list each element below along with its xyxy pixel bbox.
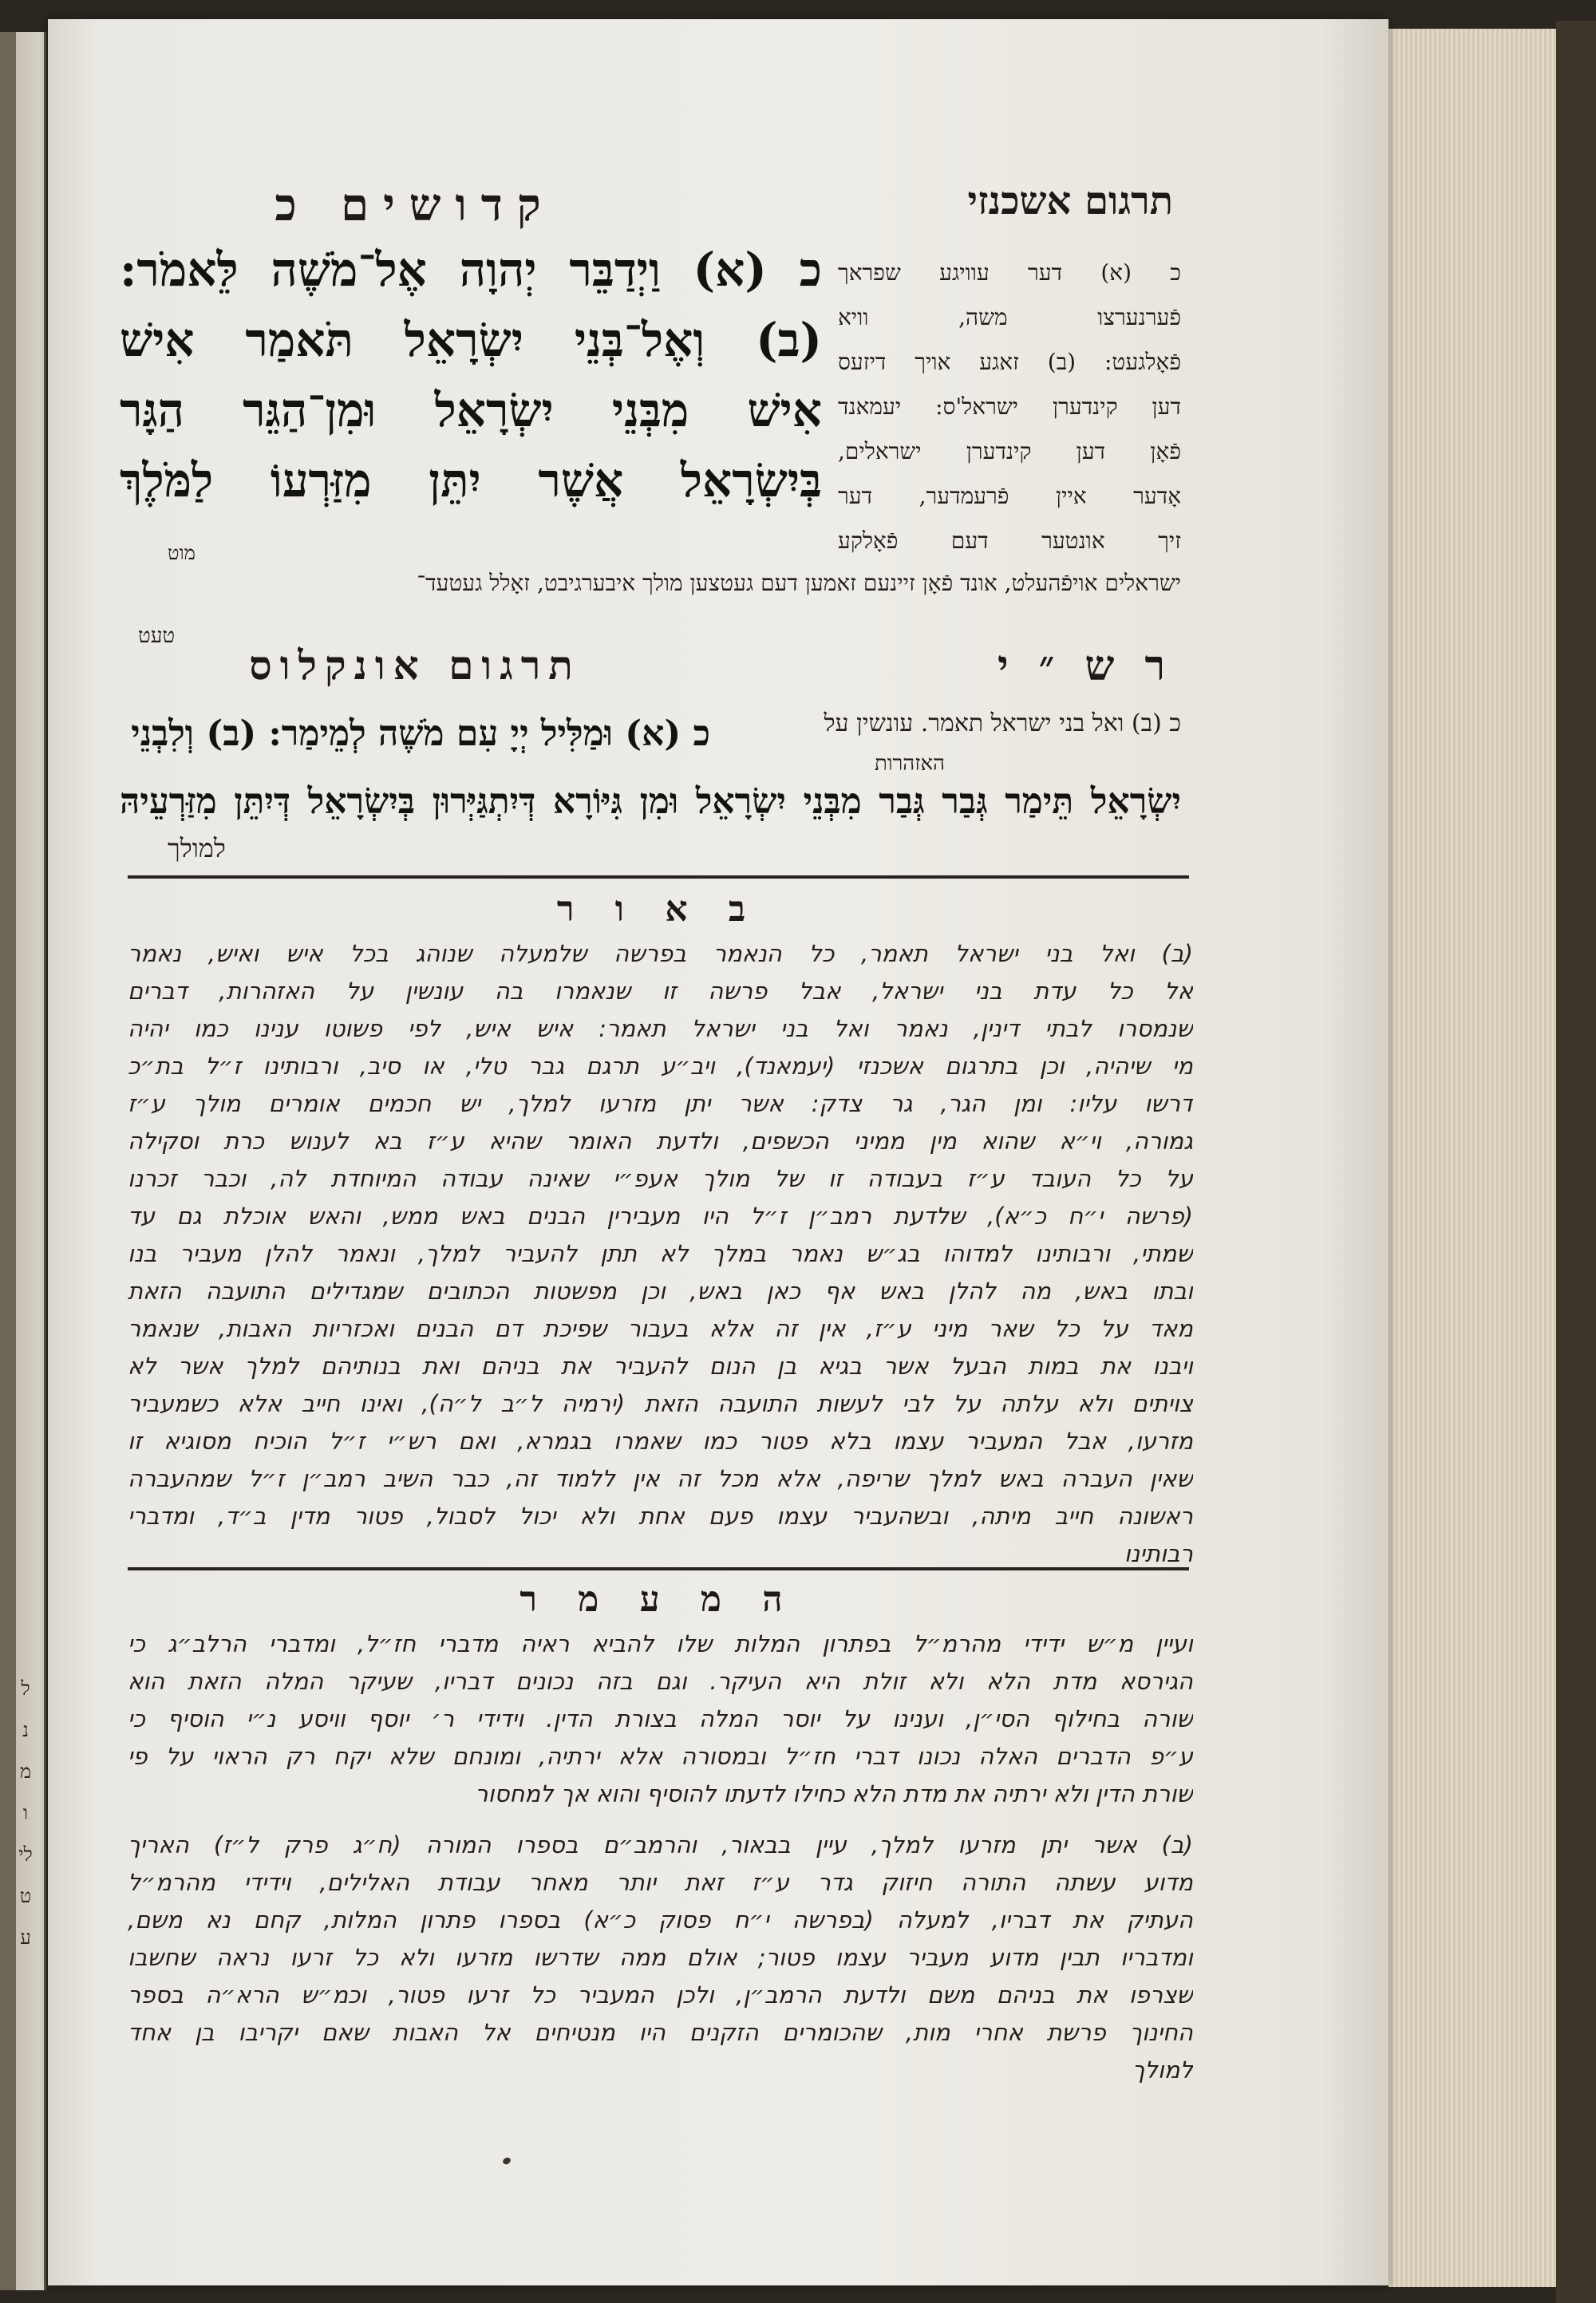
translation-line: זיך אונטער דעם פֿאָלקע (838, 527, 1181, 554)
onkelos-line-end: למולך (168, 833, 226, 863)
sliver-letter: ט (19, 1885, 32, 1907)
hameamer-title: ה מ ע מ ר (519, 1579, 797, 1620)
sliver-letter: נ (22, 1719, 29, 1741)
translation-line: אָדער איין פֿרעמדער, דער (838, 483, 1181, 509)
paragraph-line: שצרפו את בניהם משם ולדעת הרמב״ן, ולכן המעביר כל זרעו פטור, וכמ״ש הרא״ה בספר (128, 1981, 1193, 2009)
paragraph-line: על כל העובד ע״ז בעבודה זו של מולך אעפ״י שאינה עבודה המיוחדת לה, וכבר זכרנו (128, 1165, 1193, 1192)
verse-line: אִישׁ מִבְּנֵי יִשְׂרָאֵל וּמִן־הַגֵּר הַגָּר (120, 383, 822, 437)
rashi-title: ר ש ״ י (997, 642, 1173, 690)
rashi-line: כ (ב) ואל בני ישראל תאמר. עונשין על (824, 709, 1181, 737)
sliver-letter: ו (22, 1802, 29, 1824)
paragraph-line: גמורה, וי״א שהוא מין ממיני הכשפים, ולדעת האומר שהיא ע״ז בא לענוש כרת וסקילה (128, 1128, 1193, 1155)
onkelos-line: כ (א) וּמַלִּיל יְיָ עִם מֹשֶׁה לְמֵימַר: (ב) וְלִבְנֵי (131, 713, 710, 754)
hameamer-paragraph-2 (128, 1827, 1193, 2089)
paragraph-line: אל כל עדת בני ישראל, אבל פרשה זו שנאמרו בה עונשין על האזהרות, דברים (128, 978, 1193, 1005)
translation-long-line: ישראלים אויפֿהעלט, אונד פֿאָן זיינעם זאמען דעם געטצען מולך איבערגיבט, זאָלל געטעד־ (417, 570, 1181, 596)
verse-line: כ (א) וַיְדַבֵּר יְהוָה אֶל־מֹשֶׁה לֵּאמֹר: (120, 243, 822, 297)
paragraph-line: ויבנו את במות הבעל אשר בגיא בן הנום להעביר את בניהם ואת בנותיהם למלך אשר לא (128, 1353, 1193, 1380)
previous-page-sliver (0, 32, 46, 2290)
paragraph-line: רבותינו (1124, 1540, 1193, 1567)
header-center-title: קדושים כ (275, 179, 555, 231)
paragraph-line: החינוך פרשת אחרי מות, שהכומרים הזקנים היו מנטיחים אל האבות שאם יקריבו בן אחד (128, 2019, 1193, 2046)
paragraph-line: ובתו באש, מה להלן באש אף כאן באש, וכן מפשטות הכתובים שמגדילים התועבה הזאת (128, 1278, 1193, 1305)
paragraph-line: ע״פ הדברים האלה נכונו דברי חז״ל ובמסורה אלא ירתיה, ומונחם שלא יקח רק הראוי על פי (128, 1743, 1193, 1770)
rashi-line-2: האזהרות (874, 752, 946, 776)
biur-title: ב א ו ר (556, 889, 760, 930)
translation-column (838, 251, 1181, 563)
paragraph-line: ועיין מ״ש ידידי מהרמ״ל בפתרון המלות שלו להביא ראיה מדברי חז״ל, ומדברי הרלב״ג כי (128, 1630, 1193, 1657)
paragraph-line: מאד על כל שאר מיני ע״ז, אין זה אלא בעבור שפיכת דם הבנים ואכזריות האבות, שנאמר (128, 1315, 1193, 1342)
paragraph-line: למולך (1132, 2056, 1193, 2084)
paragraph-line: שורה בחילוף הסי״ן, וענינו על יוסר המלה בצורת הדין. וידידי ר׳ יוסף וויסע נ״י הוסיף כי (128, 1705, 1193, 1732)
hameamer-paragraph (128, 1626, 1193, 1813)
book-fore-edge (1389, 29, 1562, 2287)
paragraph-line: צויתים ולא עלתה על לבי לעשות התועבה הזאת (ירמיה ל״ב ל״ה), ואינו חייב אלא כשמעביר (128, 1390, 1193, 1417)
paper-speck (502, 2156, 512, 2166)
paragraph-line: שמתי, ורבותינו למדוהו בג״ש נאמר במלך לא תתן להעביר למלך, ונאמר להלן מעביר בנו (128, 1240, 1193, 1267)
paragraph-line: ומדבריו תבין מדוע מעביר עצמו פטור; אולם ממה שדרשו מזרעו ולא כל זרעו נראה שחשבו (128, 1944, 1193, 1971)
section-divider (128, 1567, 1189, 1570)
paragraph-line: דרשו עליו: ומן הגר, גר צדק: אשר יתן מזרעו למלך, יש חכמים אומרים מולך ע״ז (128, 1090, 1193, 1117)
section-divider (128, 875, 1189, 879)
paragraph-line: שורת הדין ולא ירתיה את מדת הלא כחילו לדעתו להוסיף והוא אך למחסור (475, 1780, 1193, 1807)
sliver-letter: ל (21, 1677, 30, 1700)
paragraph-line: שנמסרו לבתי דינין, נאמר ואל בני ישראל תאמר: איש איש, לפי פשוטו ענינו כמו יהיה (128, 1015, 1193, 1042)
sliver-letter: לי (18, 1843, 33, 1866)
sliver-letter: מ (19, 1760, 32, 1783)
sliver-letter: ע (20, 1926, 31, 1949)
translation-catchword: מוט (168, 542, 196, 564)
paragraph-line: (פרשה י״ח כ״א), שלדעת רמב״ן ז״ל היו מעבירין הבנים באש ממש, והאש אוכלת גם עד (128, 1203, 1193, 1230)
verse-line: (ב) וְאֶל־בְּנֵי יִשְׂרָאֵל תֹּאמַר אִישׁ (120, 313, 822, 367)
translation-line: כ (א) דער עוויגע שפראך (838, 259, 1181, 286)
biur-paragraph (128, 935, 1193, 1573)
verse-text (120, 235, 822, 516)
book-page (48, 19, 1389, 2285)
onkelos-title: תרגום אונקלוס (249, 642, 581, 689)
translation-catchword-2: טעט (138, 624, 176, 648)
translation-line: פֿאָלגעט: (ב) זאגע אויך דיזעס (838, 349, 1181, 375)
verse-line: בְּיִשְׂרָאֵל אֲשֶׁר יִתֵּן מִזַּרְעוֹ לַמֹּלֶךְ (120, 453, 822, 508)
paragraph-line: (ב) אשר יתן מזרעו למלך, עיין בבאור, והרמב״ם בספרו המורה (ח״ג פרק ל״ז) האריך (128, 1831, 1193, 1859)
translation-line: דען קינדערן ישראל'ס: יעמאנד (838, 393, 1181, 420)
translation-line: פֿערנערצו משה, וויא (838, 304, 1181, 330)
paragraph-line: ראשונה חייב מיתה, ובשהעביר עצמו פעם אחת ולא יכול לסבול, פטור מדין ב״ד, ומדברי (128, 1503, 1193, 1530)
paragraph-line: העתיק את דבריו, למעלה (בפרשה י״ח פסוק כ״א) בספרו פתרון המלות, קחם נא משם, (128, 1906, 1193, 1934)
book-cover-edge (1556, 21, 1596, 2303)
translation-line: פֿאָן דען קינדערן ישראלים, (838, 438, 1181, 464)
paragraph-line: מי שיהיה, וכן בתרגום אשכנזי (יעמאנד), ויב״ע תרגם גבר טלי, או סיב, ורבותינו ז״ל בת״כ (128, 1053, 1193, 1080)
sliver-letters (11, 1668, 40, 1958)
onkelos-line: יִשְׂרָאֵל תֵּימַר גְּבַר גְּבַר מִבְּנֵי יִשְׂרָאֵל וּמִן גִּיּוֹרָא דְּיִתְגַּיְּרוּן בְּיִשְׂרָאֵל דְּיִתֵּן מִזַּרְעֵיהּ (120, 781, 1181, 822)
paragraph-line: שאין העברה באש למלך שריפה, אלא מכל זה אין ללמוד זה, כבר השיב רמב״ן ז״ל שמהעברה (128, 1465, 1193, 1492)
paragraph-line: (ב) ואל בני ישראל תאמר, כל הנאמר בפרשה שלמעלה שנוהג בכל איש ואיש, נאמר (128, 940, 1193, 967)
header-right-title: תרגום אשכנזי (967, 179, 1173, 223)
paragraph-line: מזרעו, אבל המעביר עצמו בלא פטור כמו שאמרו בגמרא, ואם רש״י ז״ל הוכיח מסוגיא זו (128, 1428, 1193, 1455)
paragraph-line: הגירסא מדת הלא ולא זולת היא העיקר. וגם בזה נכונים דבריו, שעיקר המלה הזאת הוא (128, 1668, 1193, 1695)
paragraph-line: מדוע עשתה התורה חיזוק גדר ע״ז זאת יותר מאחר עבודת האלילים, וידידי מהרמ״ל (128, 1869, 1193, 1896)
